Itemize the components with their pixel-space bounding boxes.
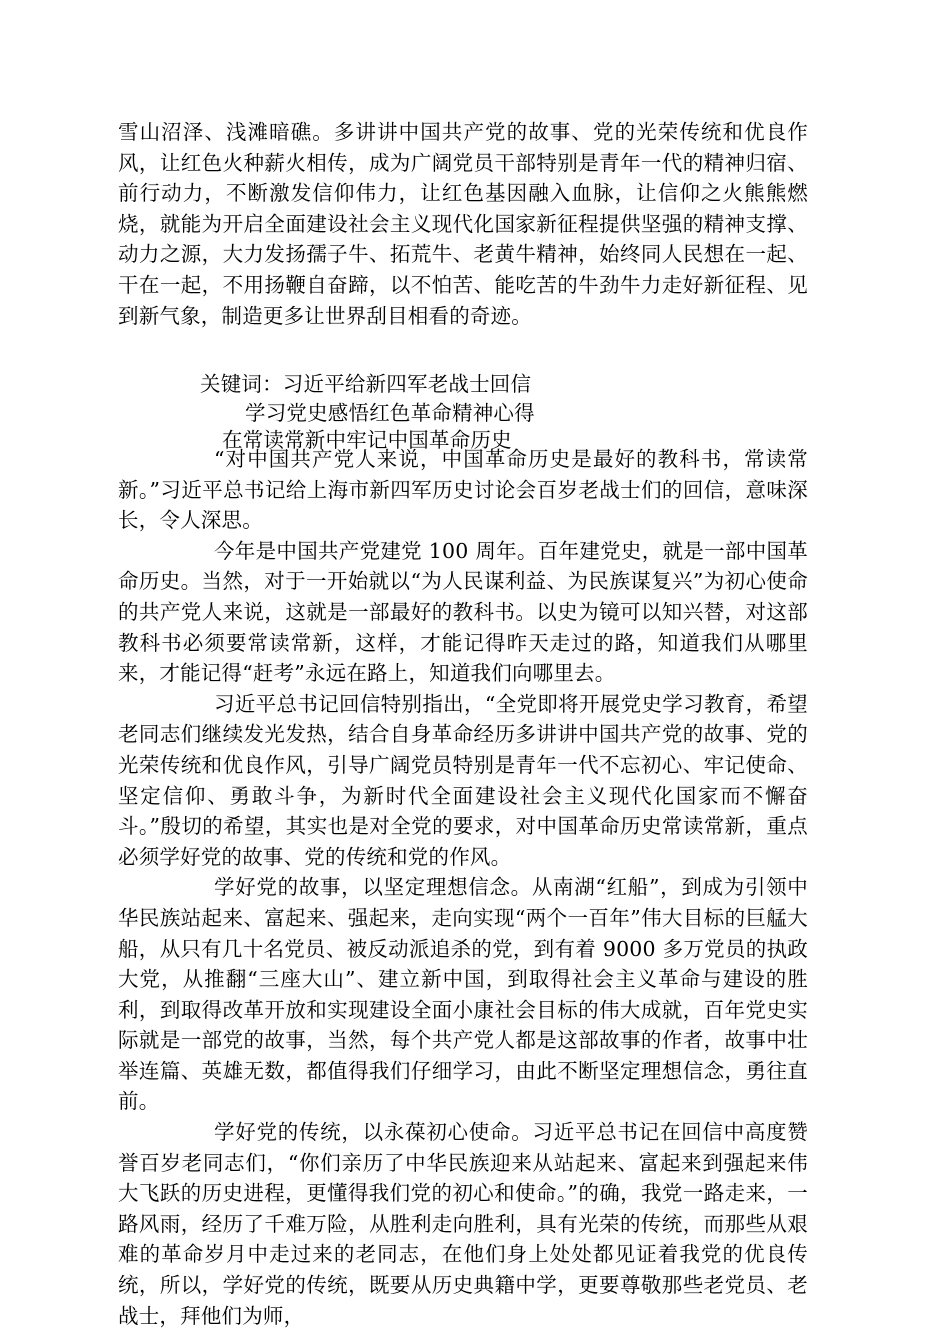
body-paragraph: 今年是中国共产党建党 100 周年。百年建党史，就是一部中国革命历史。当然，对于一开始就以“为人民谋利益、为民族谋复兴”为初心使命的共产党人来说，这就是一部最好的教科书。以史为镜可以知兴替，对这部教科书必须要常读常新，这样，才能记得昨天走过的路，知道我们从哪里来，才能记得“赶考”永远在路上，知道我们向哪里去。 (118, 538, 808, 686)
article-subtitle: 学习党史感悟红色革命精神心得 (245, 401, 535, 425)
article-body (118, 444, 808, 1331)
keywords-line: 关键词：习近平给新四军老战士回信 (200, 372, 532, 396)
article-title: 在常读常新中牢记中国革命历史 (222, 428, 512, 452)
body-paragraph: “对中国共产党人来说，中国革命历史是最好的教科书，常读常新。”习近平总书记给上海市新四军历史讨论会百岁老战士们的回信，意味深长，令人深思。 (118, 447, 808, 533)
intro-text-block (118, 117, 808, 331)
body-paragraph: 学好党的故事，以坚定理想信念。从南湖“红船”，到成为引领中华民族站起来、富起来、强起来，走向实现“两个一百年”伟大目标的巨艋大船，从只有几十名党员、被反动派追杀的党，到有着 9000 多万党员的执政大党，从推翻“三座大山”、建立新中国，到取得社会主义革命与建设的胜利，到取得改革开放和实现建设全面小康社会目标的伟大成就，百年党史实际就是一部党的故事，当然，每个共产党人都是这部故事的作者，故事中壮举连篇、英雄无数，都值得我们仔细学习，由此不断坚定理想信念，勇往直前。 (118, 875, 808, 1114)
body-paragraph: 习近平总书记回信特别指出，“全党即将开展党史学习教育，希望老同志们继续发光发热，结合自身革命经历多讲讲中国共产党的故事、党的光荣传统和优良作风，引导广阔党员特别是青年一代不忘初心、牢记使命、坚定信仰、勇敢斗争，为新时代全面建设社会主义现代化国家而不懈奋斗。”殷切的希望，其实也是对全党的要求，对中国革命历史常读常新，重点必须学好党的故事、党的传统和党的作风。 (118, 691, 808, 869)
intro-paragraph: 雪山沼泽、浅滩暗礁。多讲讲中国共产党的故事、党的光荣传统和优良作风，让红色火种薪火相传，成为广阔党员干部特别是青年一代的精神归宿、前行动力，不断激发信仰伟力，让红色基因融入血脉，让信仰之火熊熊燃烧，就能为开启全面建设社会主义现代化国家新征程提供坚强的精神支撑、动力之源，大力发扬孺子牛、拓荒牛、老黄牛精神，始终同人民想在一起、干在一起，不用扬鞭自奋蹄，以不怕苦、能吃苦的牛劲牛力走好新征程、见到新气象，制造更多让世界刮目相看的奇迹。 (118, 120, 808, 328)
body-paragraph: 学好党的传统，以永葆初心使命。习近平总书记在回信中高度赞誉百岁老同志们，“你们亲历了中华民族迎来从站起来、富起来到强起来伟大飞跃的历史进程，更懂得我们党的初心和使命。”的确，我党一路走来，一路风雨，经历了千难万险，从胜利走向胜利，具有光荣的传统，而那些从艰难的革命岁月中走过来的老同志，在他们身上处处都见证着我党的优良传统，所以，学好党的传统，既要从历史典籍中学，更要尊敬那些老党员、老战士，拜他们为师， (118, 1120, 808, 1328)
